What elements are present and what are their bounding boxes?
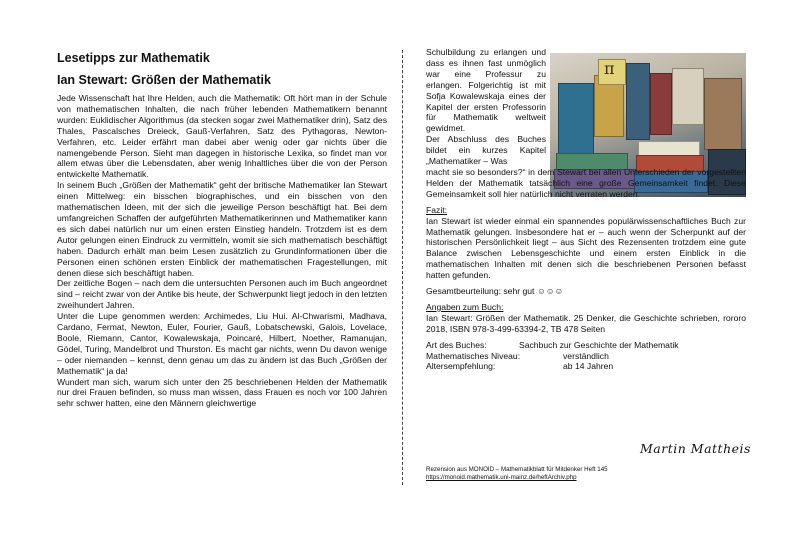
paragraph-closing-lead: Der Abschluss des Buches bildet ein kurzes Kapitel „Mathematiker – Was	[426, 134, 546, 167]
review-source: Rezension aus MONOID – Mathematikblatt für Mitdenker Heft 145	[426, 466, 608, 473]
meta-value: verständlich	[563, 350, 609, 361]
paragraph-closing-rest: macht sie so besonders?“ in dem Stewart bei allen Unterschieden der vorgestellten Helden der Mathematik tatsächlich eine große Gemeinsamkeit findet. Diese Gemeinsamkeit soll hier natürlich nicht verraten werden.	[426, 166, 746, 199]
paragraph-persons: Unter die Lupe genommen werden: Archimedes, Liu Hui. Al-Chwarismi, Madhava, Cardano, Fermat, Newton, Euler, Fourier, Gauß, Lobatschewski, Galois, Lovelace, Boole, Riemann, Cantor, Kowalewskaja, Poincaré, Hilbert, Noether, Ramanujan, Gödel, Turing, Mandelbrot und Thurston. Es macht gar nichts, wenn Du davon wenige – oder niemanden – kennst, denn genau um das zu ändern ist das Buch „Größen der Mathematik“ ja da!	[57, 311, 387, 376]
paragraph-timespan: Der zeitliche Bogen – nach dem die untersuchten Personen auch im Buch angeordnet sind – reicht zwar von der Antike bis heute, der Schwerpunkt liegt jedoch in den letzten zweihundert Jahren.	[57, 278, 387, 311]
meta-value: Sachbuch zur Geschichte der Mathematik	[519, 339, 679, 350]
meta-row-level	[426, 351, 746, 362]
book-heading: Ian Stewart: Größen der Mathematik	[57, 73, 271, 87]
continuation-block	[426, 47, 546, 167]
paragraph-approach: In seinem Buch „Größen der Mathematik“ geht der britische Mathematiker Ian Stewart einen Mittelweg: ein bisschen biographisches, und ein bisschen von den mathematischen Ideen, mit der sich die jeweilige Person beschäftigt hat. Bei dem umfangreichen Schaffen der aufgeführten Mathematikerinnen und Mathematiker kann es sich dabei natürlich nur um einen ersten Einstieg handeln. Trotzdem ist es dem Autor gelungen einen Eindruck zu vermitteln, womit sie sich mathematisch beschäftigt haben. Dadurch erhält man beim Lesen zusätzlich zu Grundinformationen über die Personen einen schönen ersten Einblick der mathematischen Fragestellungen, mit denen diese sich beschäftigt haben.	[57, 180, 387, 278]
book-info: Ian Stewart: Größen der Mathematik. 25 Denker, die Geschichte schrieben, rororo 2018, ISBN 978-3-499-63394-2, TB 478 Seiten	[426, 312, 746, 334]
meta-key: Altersempfehlung:	[426, 361, 496, 372]
meta-key: Art des Buches:	[426, 339, 487, 350]
meta-value: ab 14 Jahren	[563, 361, 614, 372]
left-column	[57, 50, 387, 409]
paragraph-intro: Jede Wissenschaft hat Ihre Helden, auch die Mathematik: Oft hört man in der Schule von mathematischen Inhalten, die nach früher lebenden Mathematikern benannt wurden: Euklidischer Algorithmus (da stecken sogar zwei Mathematiker drin), Satz des Thales, Pascalsches Dreieck, Gauß-Verfahren, Satz des Pythagoras, Newton-Verfahren, etc. Leider erfährt man dabei aber wenig oder gar nichts über die namengebende Person. Sieht man dagegen in historische Lexika, so findet man vor allem etwas über die Lebensdaten, aber wenig Inhaltliches über die von der Person entwickelte Mathematik.	[57, 93, 387, 180]
pi-symbol: π	[604, 59, 615, 78]
fazit-text: Ian Stewart ist wieder einmal ein spannendes populärwissenschaftliches Buch zur Mathematik gelungen. Insbesondere hat er – auch wenn der Scherpunkt auf der historischen Persönlichkeit liegt – aus Sicht des Rezensenten trotzdem eine gute Balance zwischen Lebensgeschichte und einem ersten Einblick in die mathematischen Inhalten mit denen sich die beschriebenen Personen befasst hatten gefunden.	[426, 215, 746, 281]
paragraph-continuation: Schulbildung zu erlangen und dass es ihnen fast unmöglich war eine Professur zu erlangen. Folgerichtig ist mit Sofja Kowalewskaja eines der Kapitel der ersten Professorin für Mathematik weltweit gewidmet.	[426, 47, 546, 134]
review-url-link[interactable]: https://monoid.mathematik.uni-mainz.de/heftArchiv.php	[426, 474, 577, 481]
book-info-label: Angaben zum Buch:	[426, 301, 504, 312]
paragraph-women: Wundert man sich, warum sich unter den 25 beschriebenen Helden der Mathematik nur drei Frauen befinden, so muss man wissen, dass Frauen es noch vor 100 Jahren sehr schwer hatten, eine den Männern gleichwertige	[57, 376, 387, 409]
review-source-block	[426, 466, 608, 482]
right-column	[426, 47, 746, 372]
column-divider	[402, 50, 403, 485]
rating: Gesamtbeurteilung: sehr gut ☺☺☺	[426, 286, 564, 297]
meta-key: Mathematisches Niveau:	[426, 350, 521, 361]
meta-row-type	[426, 340, 746, 351]
section-title: Lesetipps zur Mathematik	[57, 51, 210, 65]
meta-row-age	[426, 361, 746, 372]
signature: Martin Mattheis	[640, 441, 751, 456]
fazit-label: Fazit:	[426, 204, 448, 215]
